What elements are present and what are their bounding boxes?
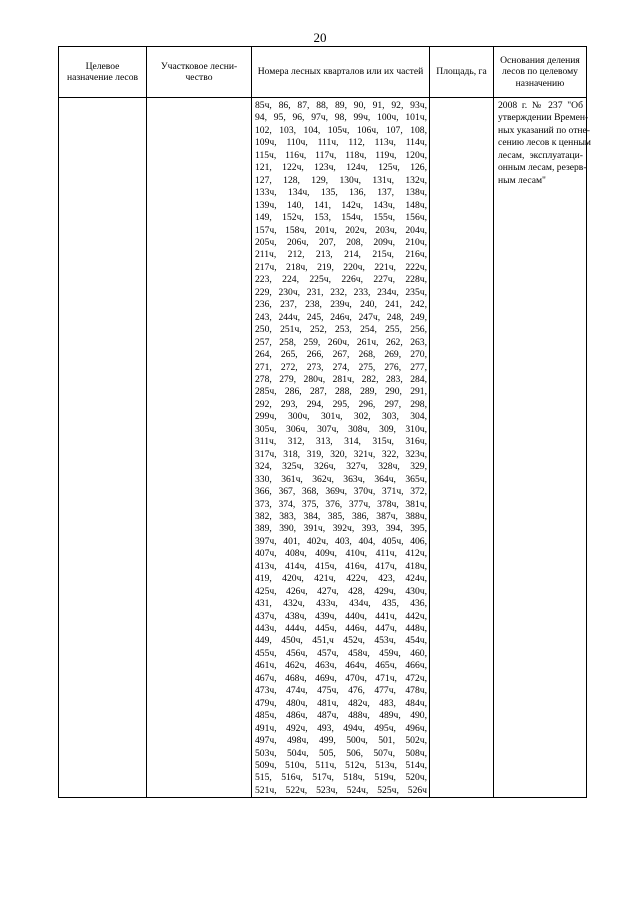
text-line: 149, 152ч, 153, 154ч, 155ч, 156ч, (255, 212, 427, 224)
text-line: 285ч, 286, 287, 288, 289, 290, 291, (255, 386, 427, 398)
text-line: лесам, эксплуатаци- (498, 149, 583, 161)
text-line: 115ч, 116ч, 117ч, 118ч, 119ч, 120ч, (255, 149, 427, 161)
header-basis: Основания деления лесов по целевому назначению (494, 47, 587, 98)
text-line: 243, 244ч, 245, 246ч, 247ч, 248, 249, (255, 311, 427, 323)
text-line: 461ч, 462ч, 463ч, 464ч, 465ч, 466ч, (255, 660, 427, 672)
text-line: 85ч, 86, 87, 88, 89, 90, 91, 92, 93ч, (255, 100, 427, 111)
text-line: 299ч, 300ч, 301ч, 302, 303, 304, (255, 411, 427, 423)
forest-purpose-table (58, 46, 591, 798)
text-line: 407ч, 408ч, 409ч, 410ч, 411ч, 412ч, (255, 548, 427, 560)
text-line: ных указаний по отне- (498, 124, 590, 136)
text-line: 264, 265, 266, 267, 268, 269, 270, (255, 349, 427, 361)
text-line: 157ч, 158ч, 201ч, 202ч, 203ч, 204ч, (255, 224, 427, 236)
text-line: 491ч, 492ч, 493, 494ч, 495ч, 496ч, (255, 722, 427, 734)
text-line: 509ч, 510ч, 511ч, 512ч, 513ч, 514ч, (255, 760, 427, 772)
text-line: 250, 251ч, 252, 253, 254, 255, 256, (255, 324, 427, 336)
text-line: 515, 516ч, 517ч, 518ч, 519ч, 520ч, (255, 772, 427, 784)
text-line: 121, 122ч, 123ч, 124ч, 125ч, 126, (255, 162, 427, 174)
text-line: онным лесам, резерв- (498, 162, 587, 174)
text-line: 324, 325ч, 326ч, 327ч, 328ч, 329, (255, 461, 427, 473)
text-line: 217ч, 218ч, 219, 220ч, 221ч, 222ч, (255, 261, 427, 273)
text-line: 419, 420ч, 421ч, 422ч, 423, 424ч, (255, 573, 427, 585)
header-district: Участковое лесни-чество (147, 47, 252, 98)
text-line: 311ч, 312, 313, 314, 315ч, 316ч, (255, 436, 427, 448)
text-line: 211ч, 212, 213, 214, 215ч, 216ч, (255, 249, 427, 261)
text-line: 455ч, 456ч, 457ч, 458ч, 459ч, 460, (255, 647, 427, 659)
text-line: 521ч, 522ч, 523ч, 524ч, 525ч, 526ч (255, 784, 427, 796)
header-quarters: Номера лесных кварталов или их частей (252, 47, 430, 98)
text-line: 330, 361ч, 362ч, 363ч, 364ч, 365ч, (255, 473, 427, 485)
text-line: 257, 258, 259, 260ч, 261ч, 262, 263, (255, 336, 427, 348)
text-line: 127, 128, 129, 130ч, 131ч, 132ч, (255, 174, 427, 186)
text-line: 425ч, 426ч, 427ч, 428, 429ч, 430ч, (255, 585, 427, 597)
table-row (59, 98, 587, 798)
text-line: 366, 367, 368, 369ч, 370ч, 371ч, 372, (255, 486, 427, 498)
text-line: сению лесов к ценным (498, 137, 591, 149)
header-purpose: Целевое назначение лесов (59, 47, 147, 98)
text-line: 223, 224, 225ч, 226ч, 227ч, 228ч, (255, 274, 427, 286)
cell-purpose (59, 98, 147, 798)
text-line: 102, 103, 104, 105ч, 106ч, 107, 108, (255, 124, 427, 136)
text-line: 479ч, 480ч, 481ч, 482ч, 483, 484ч, (255, 697, 427, 709)
text-line: 305ч, 306ч, 307ч, 308ч, 309, 310ч, (255, 423, 427, 435)
text-line: 94, 95, 96, 97ч, 98, 99ч, 100ч, 101ч, (255, 112, 427, 124)
text-line: 443ч, 444ч, 445ч, 446ч, 447ч, 448ч, (255, 623, 427, 635)
text-line: 292, 293, 294, 295, 296, 297, 298, (255, 398, 427, 410)
text-line: 278, 279, 280ч, 281ч, 282, 283, 284, (255, 373, 427, 385)
text-line: 139ч, 140, 141, 142ч, 143ч, 148ч, (255, 199, 427, 211)
text-line: 205ч, 206ч, 207, 208, 209ч, 210ч, (255, 236, 427, 248)
text-line: 271, 272, 273, 274, 275, 276, 277, (255, 361, 427, 373)
text-line: утверждении Времен- (498, 112, 589, 124)
text-line: 382, 383, 384, 385, 386, 387ч, 388ч, (255, 510, 427, 522)
text-line: 473ч, 474ч, 475ч, 476, 477ч, 478ч, (255, 685, 427, 697)
header-area: Площадь, га (430, 47, 494, 98)
cell-district (147, 98, 252, 798)
text-line: 503ч, 504ч, 505, 506, 507ч, 508ч, (255, 747, 427, 759)
text-line: 133ч, 134ч, 135, 136, 137, 138ч, (255, 187, 427, 199)
table-header-row (59, 47, 587, 98)
text-line: ным лесам" (498, 174, 546, 186)
page-number: 20 (313, 30, 327, 45)
cell-quarters (252, 98, 430, 798)
text-line: 449, 450ч, 451,ч 452ч, 453ч, 454ч, (255, 635, 427, 647)
text-line: 467ч, 468ч, 469ч, 470ч, 471ч, 472ч, (255, 672, 427, 684)
text-line: 389, 390, 391ч, 392ч, 393, 394, 395, (255, 523, 427, 535)
cell-basis (494, 98, 591, 798)
text-line: 497ч, 498ч, 499, 500ч, 501, 502ч, (255, 735, 427, 747)
text-line: 236, 237, 238, 239ч, 240, 241, 242, (255, 299, 427, 311)
text-line: 413ч, 414ч, 415ч, 416ч, 417ч, 418ч, (255, 560, 427, 572)
text-line: 431, 432ч, 433ч, 434ч, 435, 436, (255, 598, 427, 610)
text-line: 397ч, 401, 402ч, 403, 404, 405ч, 406, (255, 535, 427, 547)
text-line: 2008 г. № 237 "Об (498, 100, 583, 111)
text-line: 485ч, 486ч, 487ч, 488ч, 489ч, 490, (255, 710, 427, 722)
text-line: 229, 230ч, 231, 232, 233, 234ч, 235ч, (255, 286, 427, 298)
text-line: 109ч, 110ч, 111ч, 112, 113ч, 114ч, (255, 137, 427, 149)
text-line: 437ч, 438ч, 439ч, 440ч, 441ч, 442ч, (255, 610, 427, 622)
cell-area (430, 98, 494, 798)
text-line: 373, 374, 375, 376, 377ч, 378ч, 381ч, (255, 498, 427, 510)
text-line: 317ч, 318, 319, 320, 321ч, 322, 323ч, (255, 448, 427, 460)
